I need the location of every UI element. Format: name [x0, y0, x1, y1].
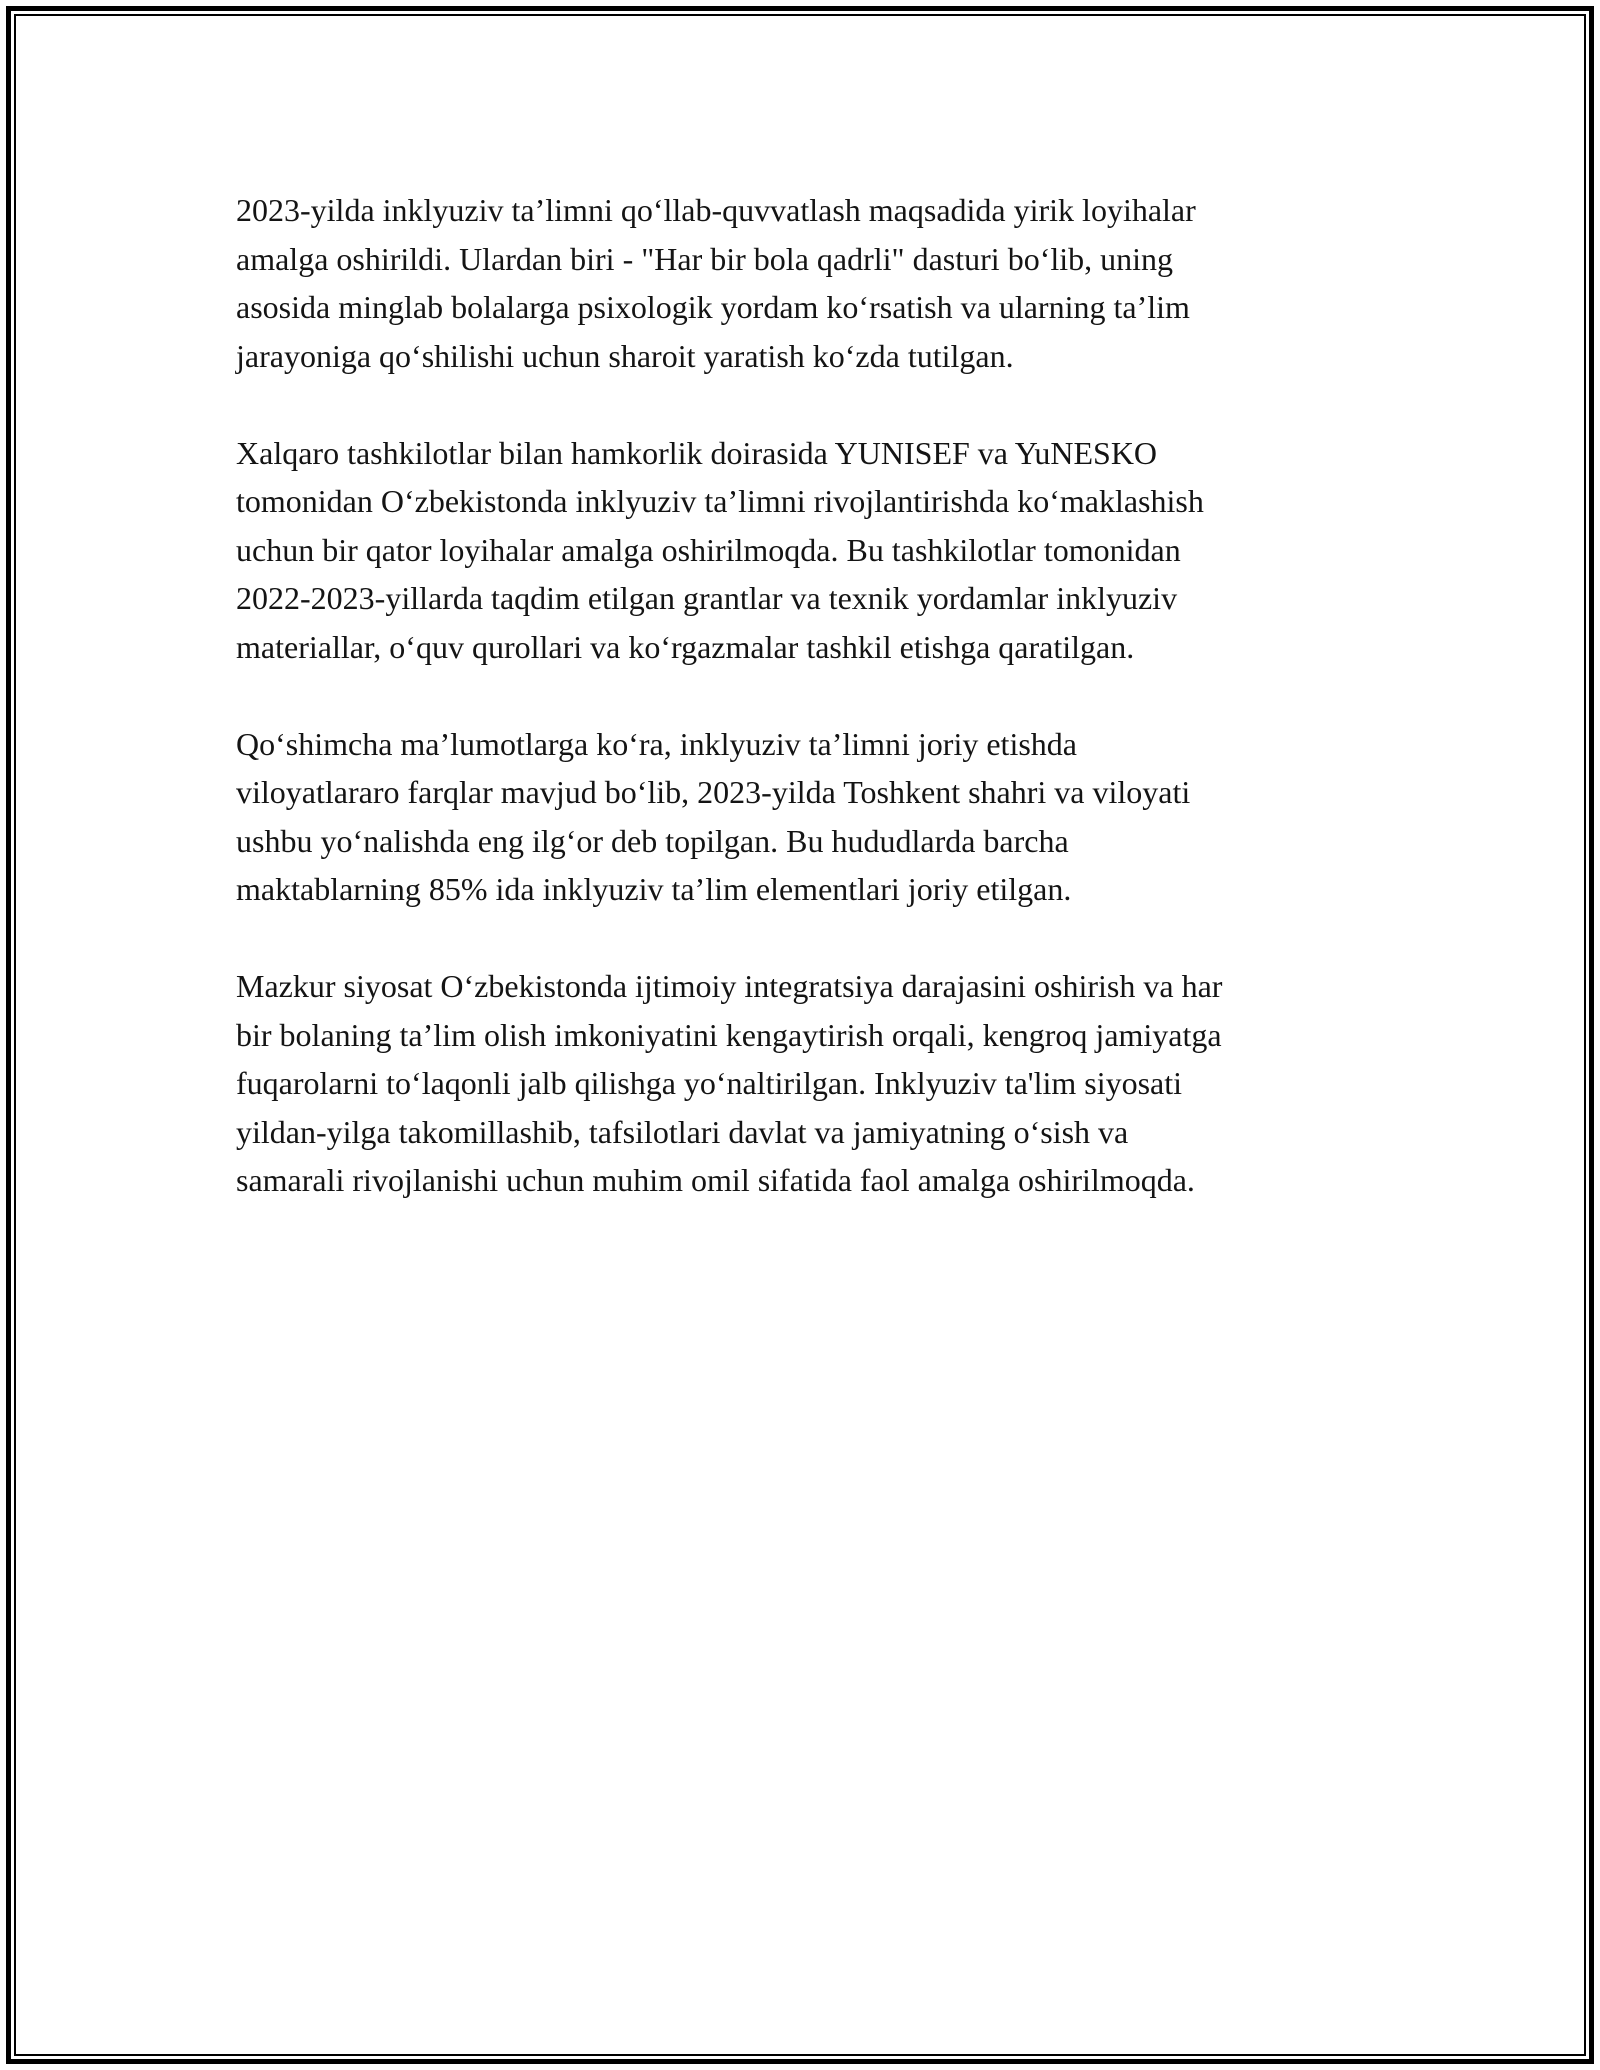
paragraph-1: 2023-yilda inklyuziv ta’limni qo‘llab-quvvatlash maqsadida yirik loyihalar amalga oshirildi. Ulardan biri - "Har bir bola qadrli" dasturi bo‘lib, uning asosida minglab bolalarga psixologik yordam ko‘rsatish va ularning ta’lim jarayoniga qo‘shilishi uchun sharoit yaratish ko‘zda tutilgan. — [236, 192, 1196, 374]
paragraph-3: Qo‘shimcha ma’lumotlarga ko‘ra, inklyuziv ta’limni joriy etishda viloyatlararo farqlar mavjud bo‘lib, 2023-yilda Toshkent shahri va viloyati ushbu yo‘nalishda eng ilg‘or deb topilgan. Bu hududlarda barcha maktablarning 85% ida inklyuziv ta’lim elementlari joriy etilgan. — [236, 725, 1191, 907]
document-body — [236, 186, 1386, 1205]
paragraph-4: Mazkur siyosat O‘zbekistonda ijtimoiy integratsiya darajasini oshirish va har bir bolaning ta’lim olish imkoniyatini kengaytirish orqali, kengroq jamiyatga fuqarolarni to‘laqonli jalb qilishga yo‘naltirilgan. Inklyuziv ta'lim siyosati yildan-yilga takomillashib, tafsilotlari davlat va jamiyatning o‘sish va samarali rivojlanishi uchun muhim omil sifatida faol amalga oshirilmoqda. — [236, 968, 1223, 1198]
paragraph-2: Xalqaro tashkilotlar bilan hamkorlik doirasida YUNISEF va YuNESKO tomonidan O‘zbekistonda inklyuziv ta’limni rivojlantirishda ko‘maklashish uchun bir qator loyihalar amalga oshirilmoqda. Bu tashkilotlar tomonidan 2022-2023-yillarda taqdim etilgan grantlar va texnik yordamlar inklyuziv materiallar, o‘quv qurollari va ko‘rgazmalar tashkil etishga qaratilgan. — [236, 434, 1204, 665]
